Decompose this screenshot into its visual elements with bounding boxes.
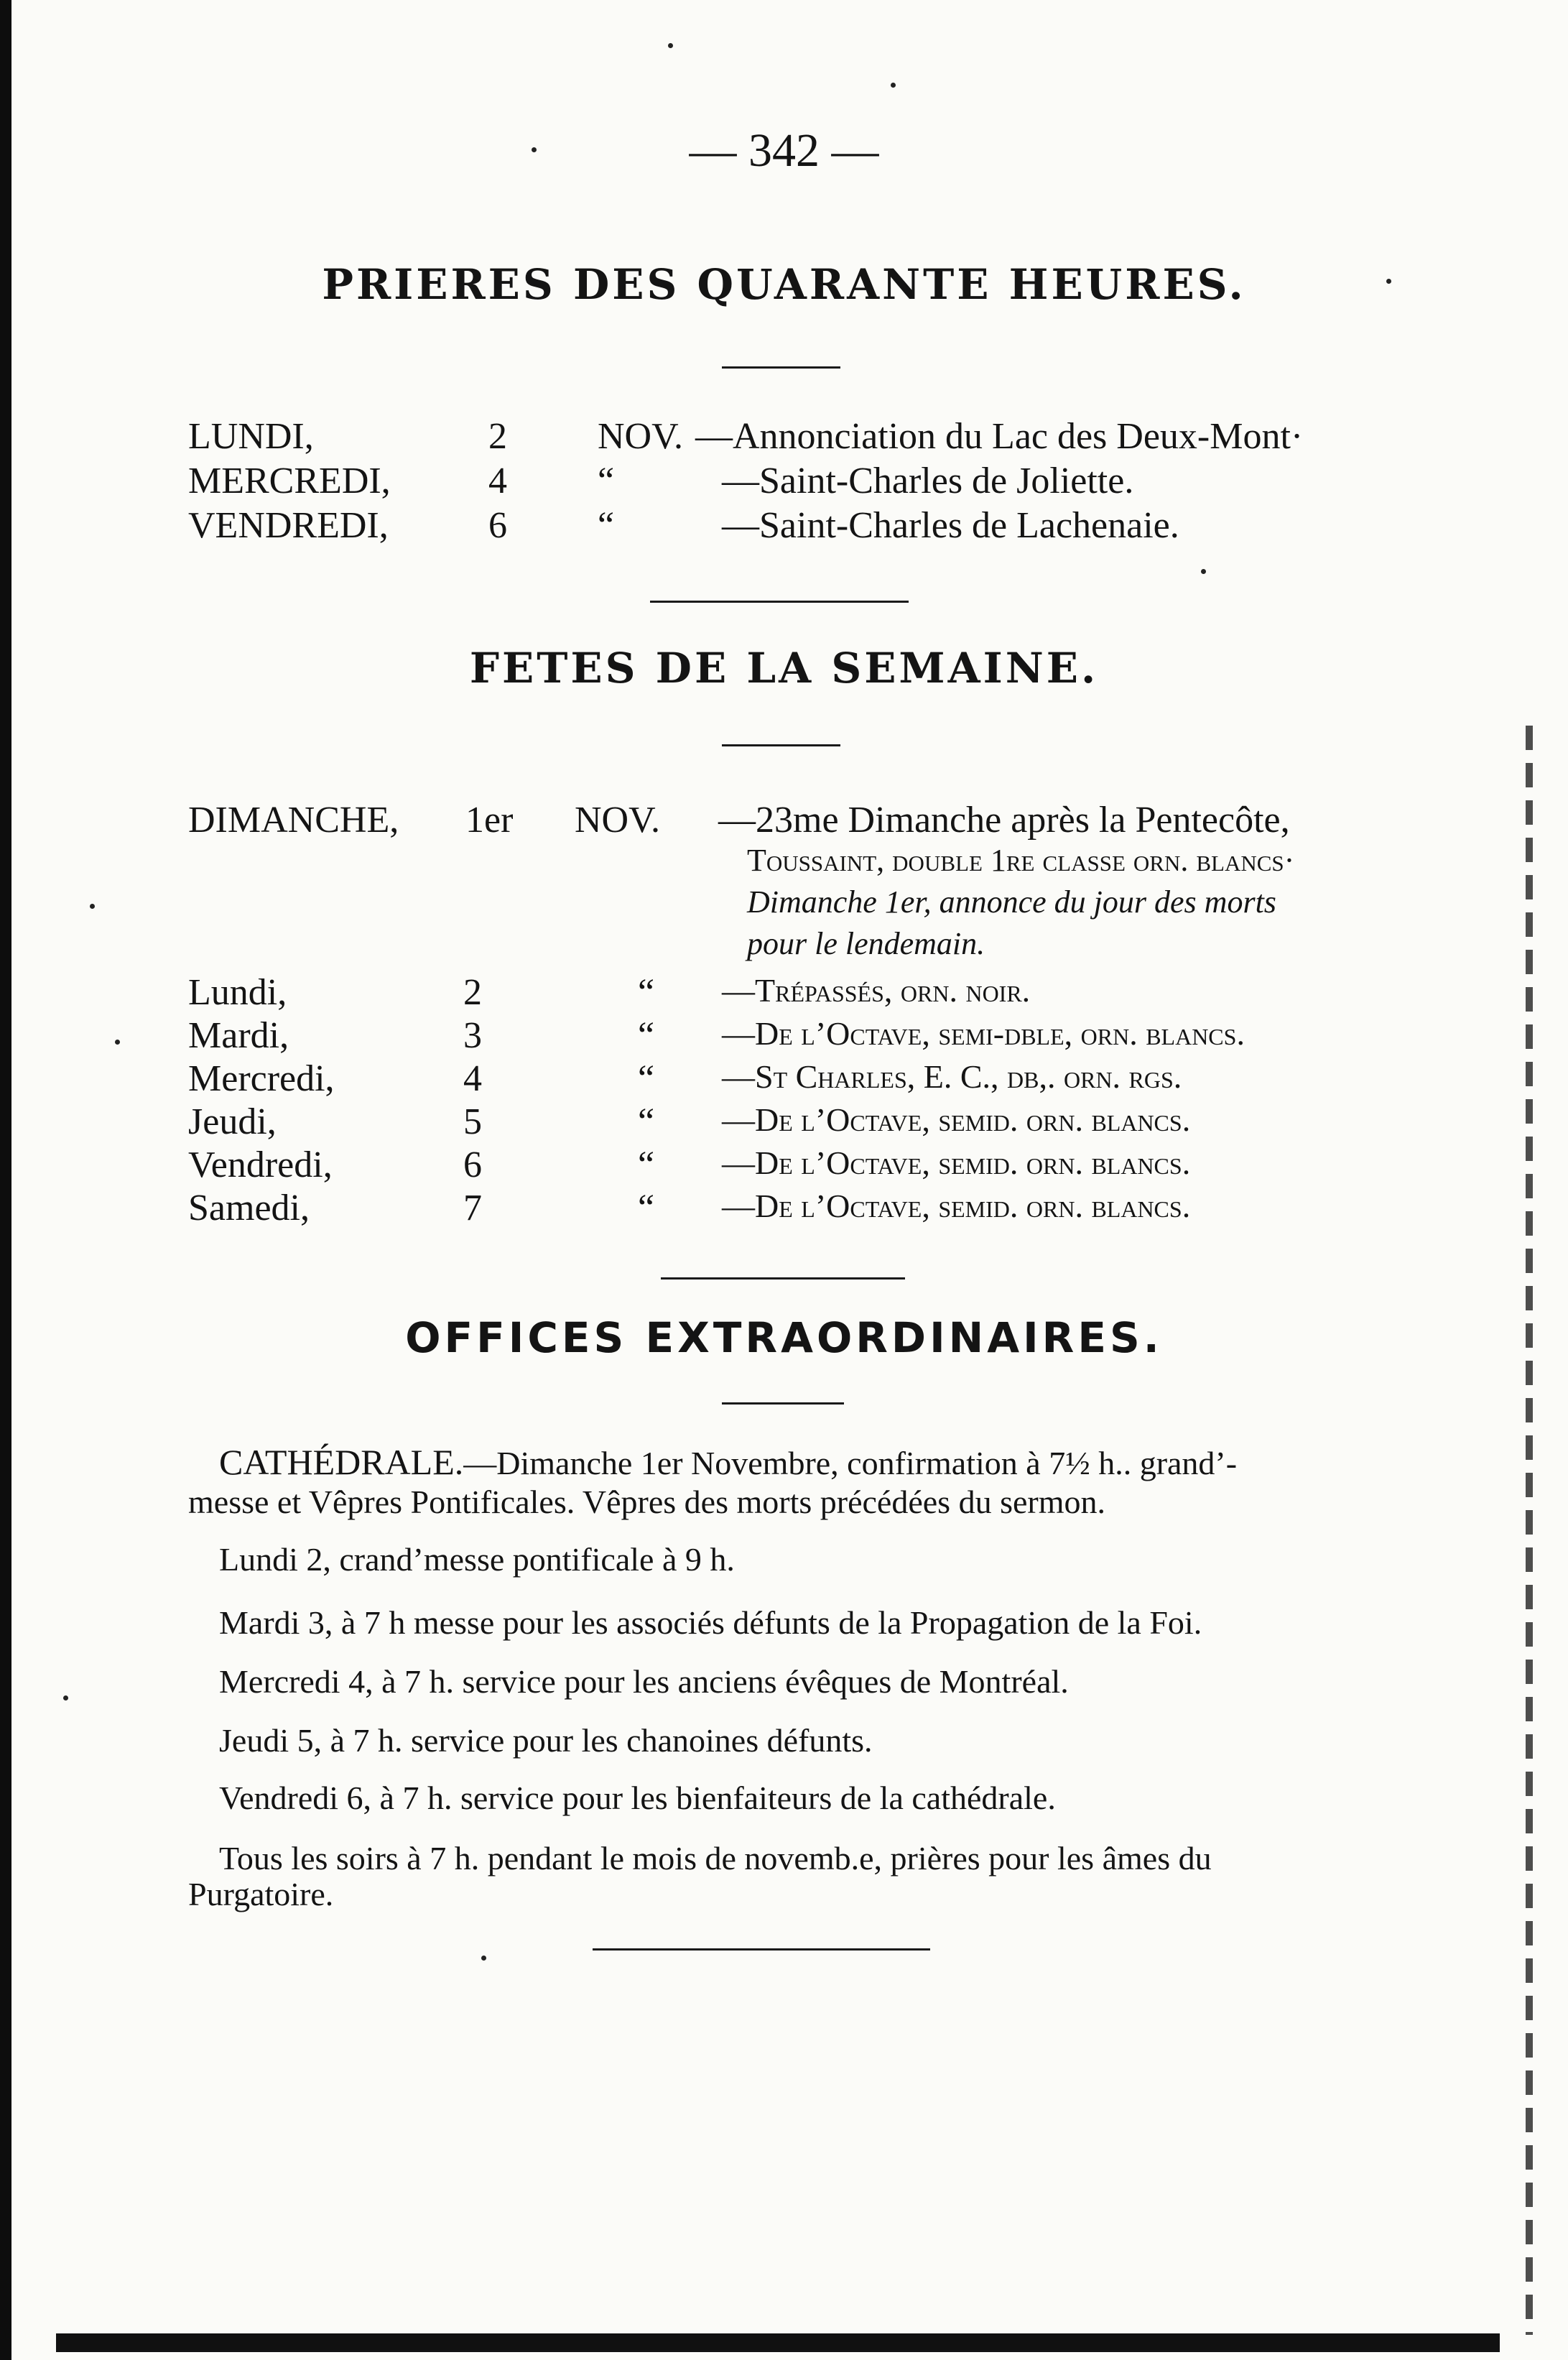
divider: [593, 1948, 930, 1951]
church-name: —Annonciation du Lac des Deux-Mont·: [695, 416, 1304, 457]
page-number: — 342 —: [689, 124, 879, 177]
prieres-row: [0, 460, 1568, 503]
day-label: LUNDI,: [188, 416, 314, 457]
divider: [722, 744, 840, 746]
month-label: NOV.: [598, 416, 683, 457]
fetes-row-dimanche: [0, 799, 1568, 971]
day-label: VENDREDI,: [188, 505, 389, 546]
scan-bottom-edge: [56, 2333, 1500, 2352]
divider: [722, 1402, 844, 1405]
ditto-mark: “: [638, 1188, 655, 1228]
day-label: Mercredi,: [188, 1058, 335, 1099]
ditto-mark: “: [638, 1015, 655, 1056]
cathedrale-continuation: messe et Vêpres Pontificales. Vêpres des morts précédées du sermon.: [188, 1484, 1105, 1520]
divider: [661, 1277, 905, 1280]
cathedrale-label: CATHÉDRALE.: [219, 1442, 464, 1482]
feast-detail: —De l’Octave, semid. orn. blancs.: [722, 1188, 1191, 1224]
office-item: Jeudi 5, à 7 h. service pour les chanoines défunts.: [219, 1722, 873, 1759]
day-label: MERCREDI,: [188, 461, 391, 501]
fetes-row: [0, 1014, 1568, 1058]
church-name: —Saint-Charles de Joliette.: [722, 461, 1134, 501]
month-label: NOV.: [575, 800, 660, 841]
feast-detail: —De l’Octave, semid. orn. blancs.: [722, 1144, 1191, 1181]
ditto-mark: “: [638, 1144, 655, 1185]
day-label: Lundi,: [188, 972, 287, 1013]
day-number: 2: [488, 416, 507, 457]
day-number: 6: [463, 1144, 482, 1185]
ink-speck: [891, 83, 896, 88]
office-item: Mercredi 4, à 7 h. service pour les anciens évêques de Montréal.: [219, 1663, 1069, 1700]
divider: [650, 601, 909, 603]
cathedrale-text: —Dimanche 1er Novembre, confirmation à 7½ h.. grand’-: [463, 1445, 1238, 1481]
offices-heading: OFFICES EXTRAORDINAIRES.: [405, 1313, 1163, 1362]
feast-detail: —De l’Octave, semi-dble, orn. blancs.: [722, 1015, 1245, 1052]
feast-title: —23me Dimanche après la Pentecôte,: [718, 800, 1290, 841]
closing-paragraph: Tous les soirs à 7 h. pendant le mois de novemb.e, prières pour les âmes du: [219, 1840, 1212, 1877]
day-number: 5: [463, 1101, 482, 1142]
office-item: Vendredi 6, à 7 h. service pour les bienfaiteurs de la cathédrale.: [219, 1780, 1056, 1816]
feast-detail: —Trépassés, orn. noir.: [722, 972, 1031, 1009]
feast-note: Dimanche 1er, annonce du jour des morts: [747, 884, 1276, 920]
divider: [722, 366, 840, 369]
day-label: Samedi,: [188, 1188, 310, 1228]
prieres-row: [0, 504, 1568, 547]
prieres-row: [0, 415, 1568, 458]
fetes-row: [0, 1058, 1568, 1101]
fetes-row: [0, 1187, 1568, 1230]
day-number: 1er: [465, 800, 514, 841]
feast-detail: Toussaint, double 1re classe orn. blancs·: [747, 843, 1295, 878]
ditto-mark: “: [598, 461, 615, 501]
day-number: 7: [463, 1188, 482, 1228]
feast-detail: —St Charles, E. C., db,. orn. rgs.: [722, 1058, 1182, 1095]
cathedrale-paragraph: [219, 1441, 1237, 1483]
closing-continuation: Purgatoire.: [188, 1876, 334, 1912]
ink-speck: [481, 1956, 486, 1961]
day-number: 6: [488, 505, 507, 546]
ink-speck: [1201, 569, 1206, 574]
ink-speck: [668, 43, 673, 48]
feast-detail: —De l’Octave, semid. orn. blancs.: [722, 1101, 1191, 1138]
ditto-mark: “: [598, 505, 615, 546]
fetes-row: [0, 1101, 1568, 1144]
fetes-row: [0, 1144, 1568, 1187]
fetes-row: [0, 971, 1568, 1014]
day-label: Jeudi,: [188, 1101, 277, 1142]
day-label: Mardi,: [188, 1015, 289, 1056]
day-label: Vendredi,: [188, 1144, 333, 1185]
office-item: Lundi 2, crand’messe pontificale à 9 h.: [219, 1541, 735, 1578]
church-name: —Saint-Charles de Lachenaie.: [722, 505, 1179, 546]
feast-note: pour le lendemain.: [747, 926, 985, 961]
office-item: Mardi 3, à 7 h messe pour les associés défunts de la Propagation de la Foi.: [219, 1604, 1202, 1641]
ditto-mark: “: [638, 1101, 655, 1142]
ditto-mark: “: [638, 1058, 655, 1099]
fetes-heading: FETES DE LA SEMAINE.: [469, 644, 1099, 693]
day-number: 4: [463, 1058, 482, 1099]
ditto-mark: “: [638, 972, 655, 1013]
day-number: 2: [463, 972, 482, 1013]
day-label: DIMANCHE,: [188, 800, 399, 841]
day-number: 3: [463, 1015, 482, 1056]
ink-speck: [63, 1695, 68, 1700]
prieres-heading: PRIERES DES QUARANTE HEURES.: [322, 260, 1246, 309]
day-number: 4: [488, 461, 507, 501]
